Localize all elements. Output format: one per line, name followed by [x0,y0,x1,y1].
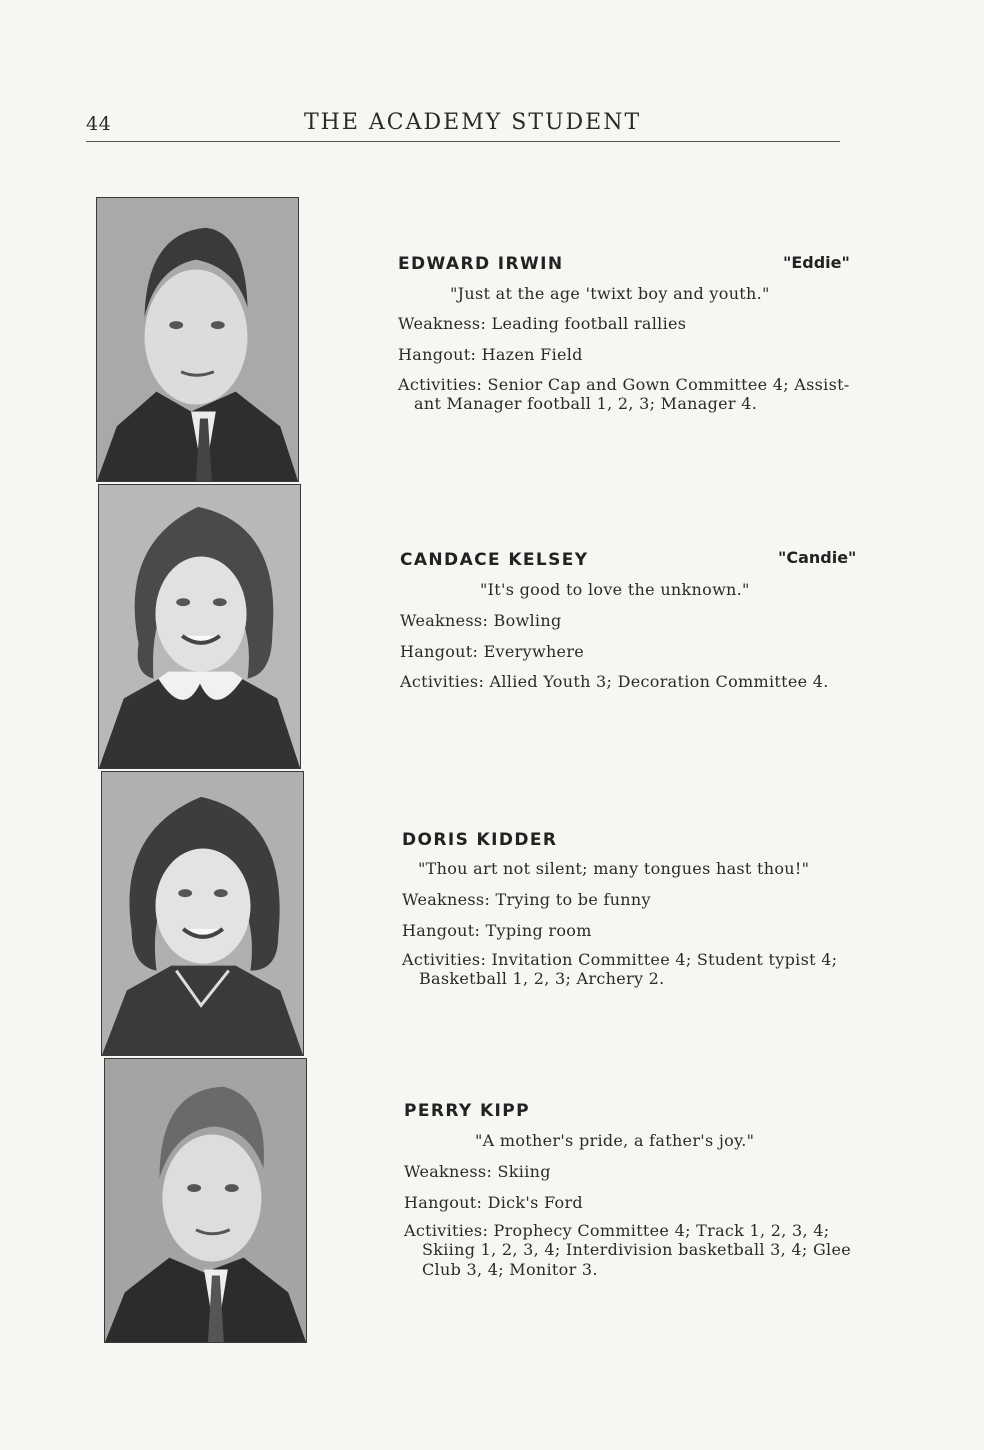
student-activities-line-1: Activities: Invitation Committee 4; Student typist 4; [402,950,838,969]
student-hangout: Hangout: Typing room [402,921,592,940]
header-rule [86,141,840,142]
portrait-photo-edward-irwin [96,197,299,482]
student-weakness: Weakness: Trying to be funny [402,890,651,909]
student-hangout: Hangout: Everywhere [400,642,585,661]
student-quote: "A mother's pride, a father's joy." [475,1131,755,1150]
student-hangout: Hangout: Dick's Ford [404,1193,583,1212]
student-weakness: Weakness: Bowling [400,611,562,630]
running-title: THE ACADEMY STUDENT [304,110,642,135]
student-weakness: Weakness: Leading football rallies [398,314,687,333]
student-hangout: Hangout: Hazen Field [398,345,583,364]
student-activities-line-2: Basketball 1, 2, 3; Archery 2. [419,969,665,988]
student-name: PERRY KIPP [404,1101,530,1121]
student-activities-line-2: Skiing 1, 2, 3, 4; Interdivision basketball 3, 4; Glee [422,1240,852,1259]
student-activities-line-1: Activities: Prophecy Committee 4; Track 1, 2, 3, 4; [404,1221,830,1240]
portrait-photo-candace-kelsey [98,484,301,769]
student-activities-line-2: ant Manager football 1, 2, 3; Manager 4. [414,394,758,413]
student-quote: "Thou art not silent; many tongues hast thou!" [418,859,810,878]
page-number: 44 [86,113,112,135]
student-activities-line-1: Activities: Senior Cap and Gown Committee 4; Assist- [398,375,850,394]
student-quote: "Just at the age 'twixt boy and youth." [450,284,770,303]
student-name: EDWARD IRWIN [398,254,564,274]
student-name: CANDACE KELSEY [400,550,589,570]
student-weakness: Weakness: Skiing [404,1162,551,1181]
student-quote: "It's good to love the unknown." [480,580,750,599]
student-nickname: "Candie" [778,548,857,567]
student-nickname: "Eddie" [783,253,850,272]
student-activities-line-3: Club 3, 4; Monitor 3. [422,1260,598,1279]
portrait-photo-perry-kipp [104,1058,307,1343]
portrait-photo-doris-kidder [101,771,304,1056]
student-activities-line-1: Activities: Allied Youth 3; Decoration Committee 4. [400,672,829,691]
student-name: DORIS KIDDER [402,830,558,850]
